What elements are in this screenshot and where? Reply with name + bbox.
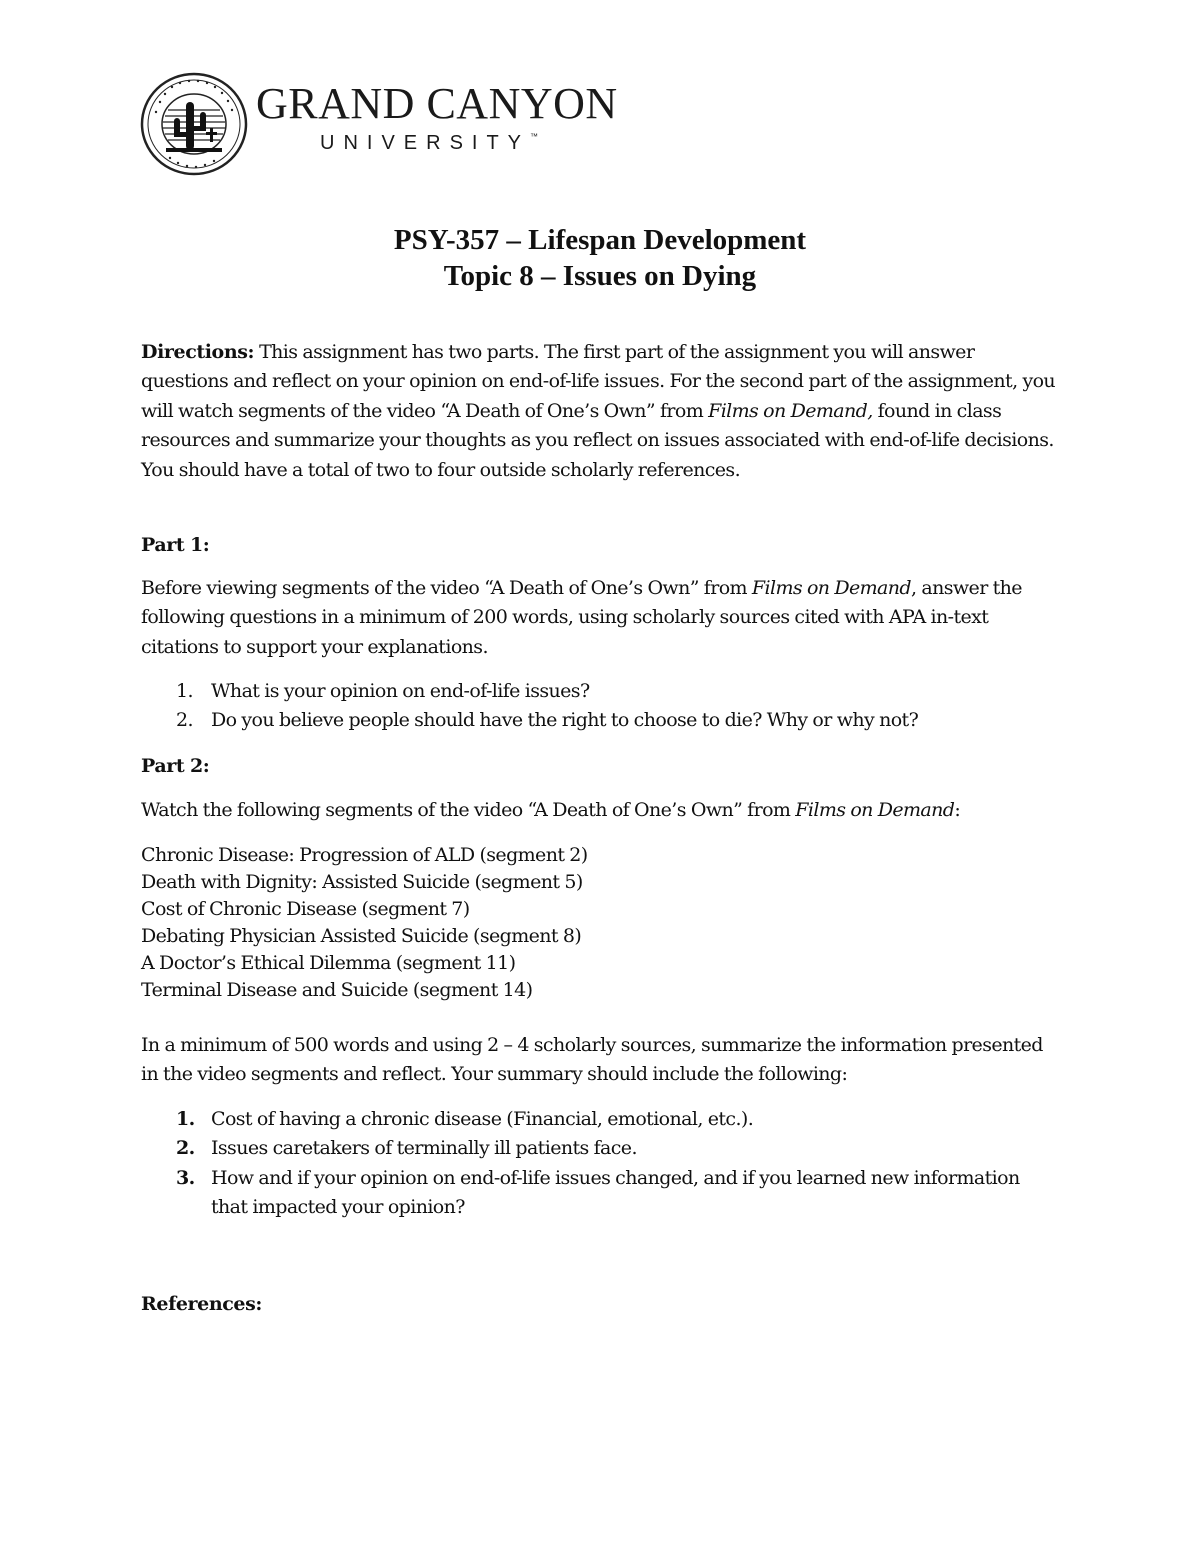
part1-question-list <box>176 677 1056 736</box>
list-number: 1. <box>176 1108 195 1130</box>
part1-intro-b: , answer the following questions in a minimum of 200 words, using scholarly sources cited with APA in-text citations to support your explanations. <box>141 577 1022 658</box>
list-item <box>176 1105 1056 1134</box>
course-title: PSY-357 – Lifespan Development <box>393 224 807 256</box>
list-text: How and if your opinion on end-of-life issues changed, and if you learned new information that impacted your opinion? <box>211 1166 1020 1219</box>
part2-intro-b: : <box>954 799 961 821</box>
list-item <box>176 1134 1056 1163</box>
video-segment-item: Chronic Disease: Progression of ALD (segment 2) <box>141 844 588 866</box>
list-number: 3. <box>176 1166 195 1189</box>
directions-italic: Films on Demand, <box>708 399 873 422</box>
list-number: 2. <box>176 709 193 732</box>
list-item <box>176 706 1056 735</box>
topic-title: Topic 8 – Issues on Dying <box>443 260 757 292</box>
directions-text-a: This assignment has two parts. The first part of the assignment you will answer questions and reflect on your opinion on end-of-life issues. For the second part of the assignment, you will watch segments of the video “A Death of One’s Own” from <box>141 341 1056 422</box>
directions-paragraph <box>141 338 1061 485</box>
video-segment-list <box>141 842 1041 1004</box>
list-item <box>176 1164 1056 1223</box>
university-name-line1: GRAND CANYON <box>256 79 618 128</box>
video-segment-item: Cost of Chronic Disease (segment 7) <box>141 898 470 920</box>
list-text: Cost of having a chronic disease (Financial, emotional, etc.). <box>211 1108 754 1130</box>
part2-intro-italic: Films on Demand <box>795 799 955 821</box>
part1-intro-a: Before viewing segments of the video “A Death of One’s Own” from <box>141 577 752 599</box>
part2-intro <box>141 796 1061 825</box>
summary-instructions: In a minimum of 500 words and using 2 – 4 scholarly sources, summarize the information presented in the video segments and reflect. Your summary should include the following: <box>141 1034 1043 1086</box>
list-text: What is your opinion on end-of-life issues? <box>211 680 590 702</box>
part1-intro-italic: Films on Demand <box>751 577 911 599</box>
list-number: 1. <box>176 680 193 702</box>
university-word: UNIVERSITY <box>320 132 531 154</box>
directions-label: Directions: <box>141 341 255 363</box>
list-item <box>176 677 1056 706</box>
video-segment-item: A Doctor’s Ethical Dilemma (segment 11) <box>141 952 516 974</box>
part2-intro-a: Watch the following segments of the video “A Death of One’s Own” from <box>141 799 796 821</box>
list-text: Issues caretakers of terminally ill patients face. <box>211 1137 637 1160</box>
directions-text-b: found in class resources and summarize your thoughts as you reflect on issues associated with end-of-life decisions. You should have a total of two to four outside scholarly references. <box>141 399 1054 481</box>
video-segment-item: Debating Physician Assisted Suicide (segment 8) <box>141 925 582 947</box>
video-segment-item: Death with Dignity: Assisted Suicide (segment 5) <box>141 871 583 893</box>
list-text: Do you believe people should have the right to choose to die? Why or why not? <box>211 709 919 732</box>
summary-requirements-list <box>176 1105 1056 1223</box>
university-logo <box>140 72 620 176</box>
video-segment-item: Terminal Disease and Suicide (segment 14) <box>141 979 533 1001</box>
part1-intro <box>141 574 1061 662</box>
references-heading: References: <box>141 1293 263 1315</box>
university-seal-icon <box>140 72 248 176</box>
trademark-symbol: ™ <box>530 132 539 141</box>
part2-heading: Part 2: <box>141 755 210 777</box>
list-number: 2. <box>176 1137 195 1160</box>
university-name-line2 <box>320 132 538 155</box>
part1-heading: Part 1: <box>141 534 210 556</box>
